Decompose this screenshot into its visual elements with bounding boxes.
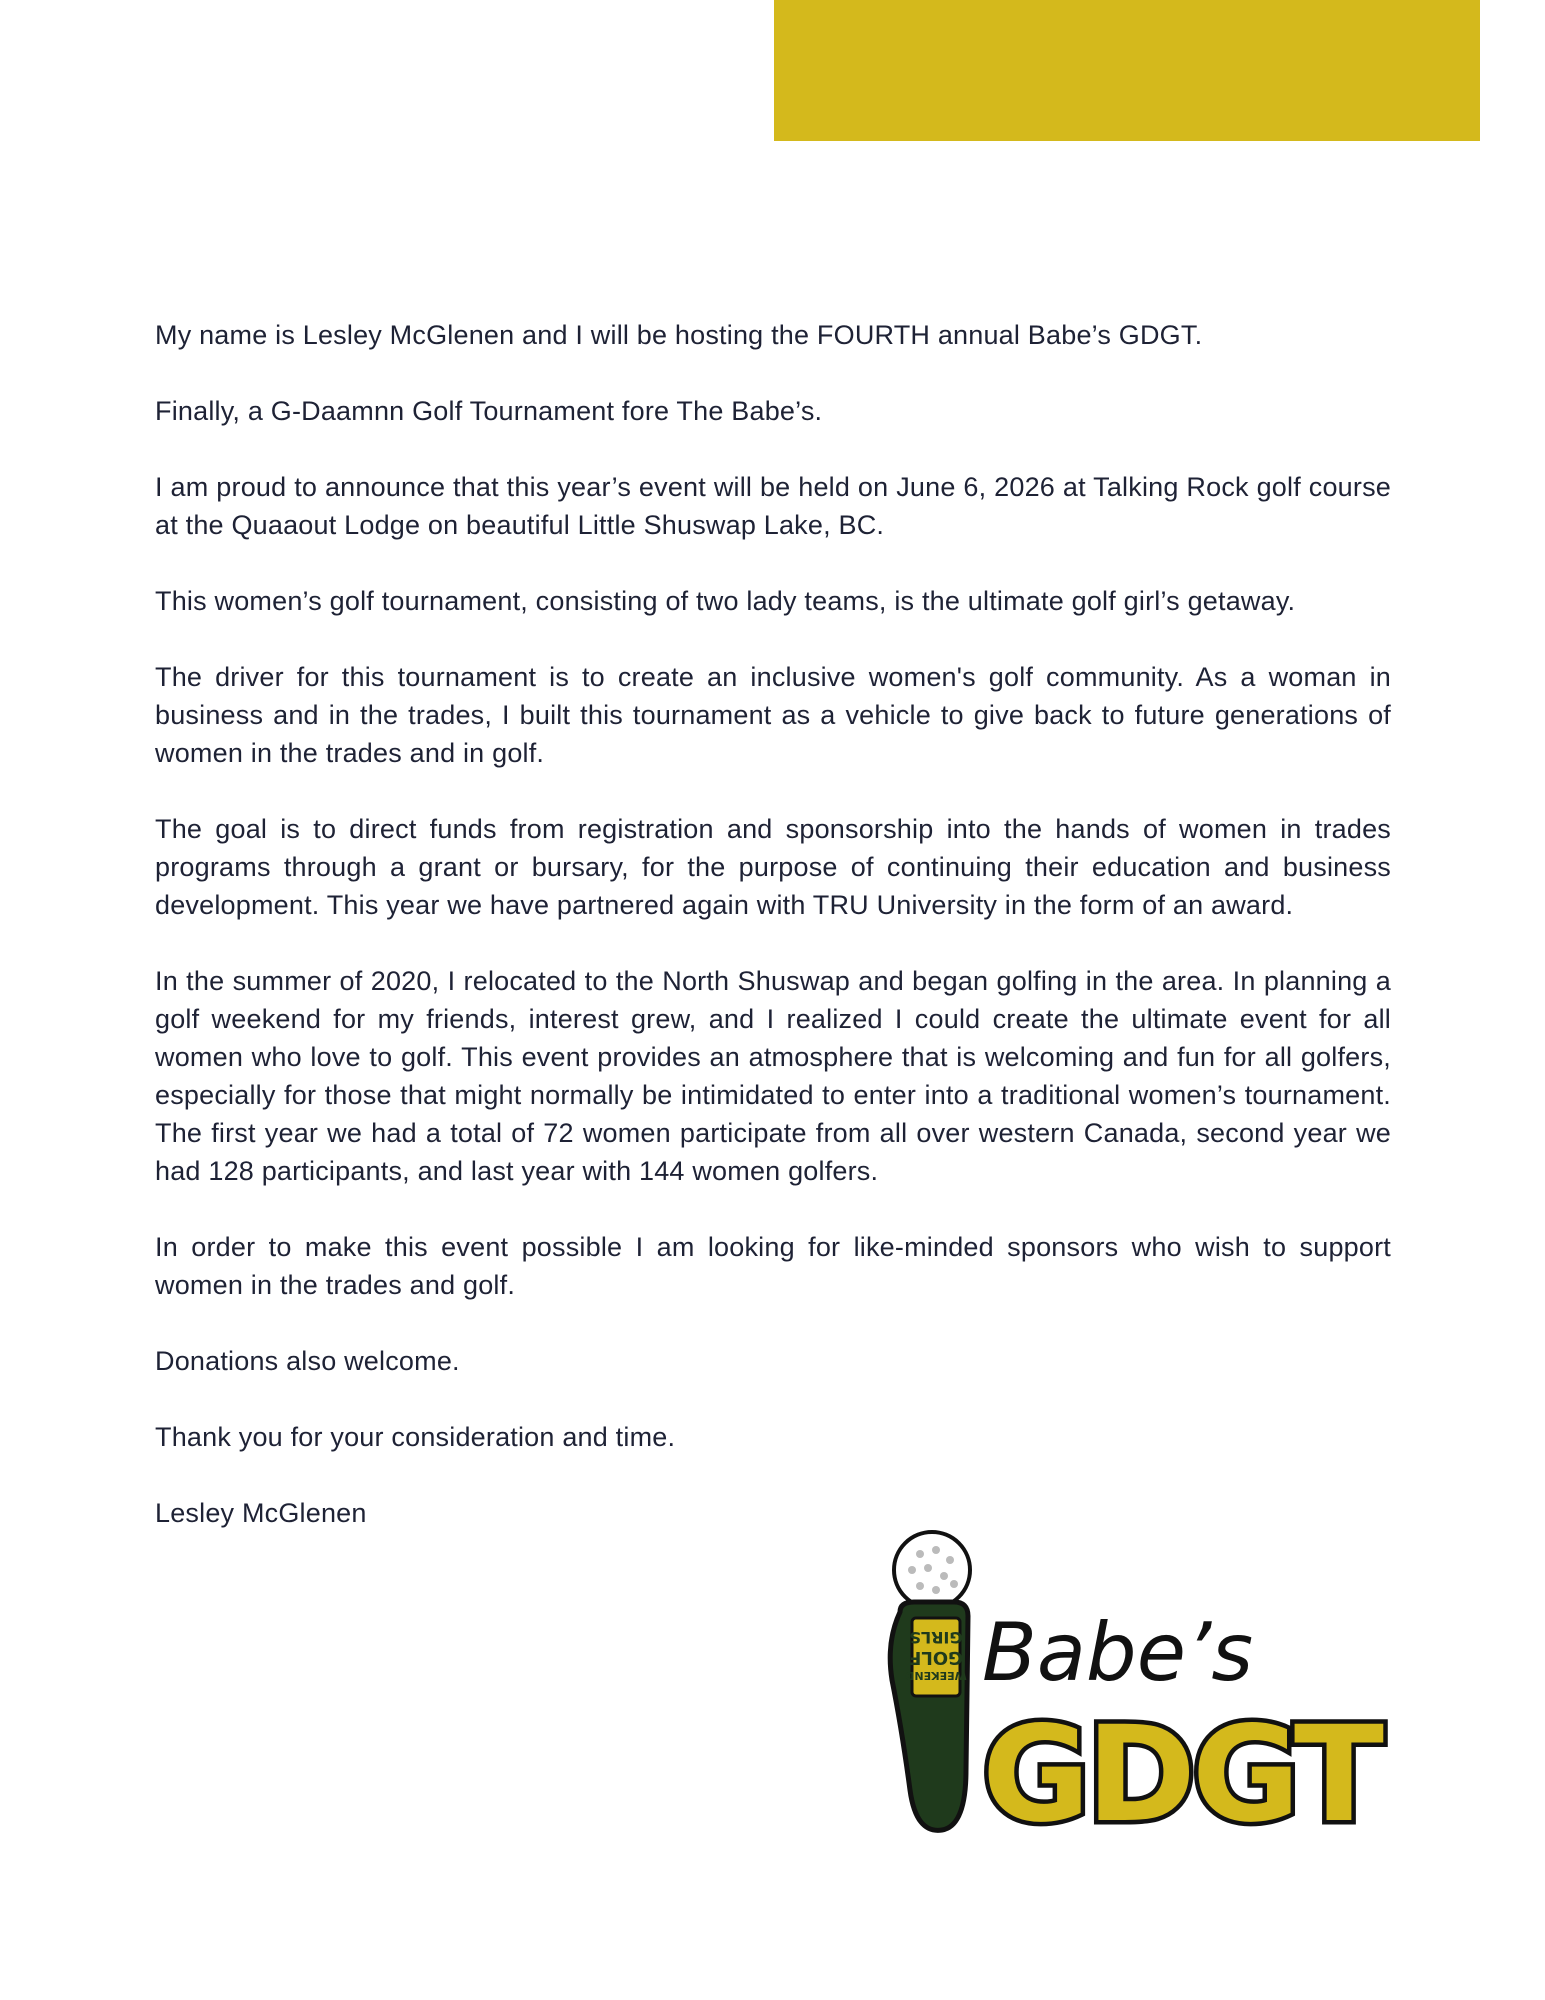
- babes-gdgt-logo: [870, 1530, 1390, 1850]
- paragraph-tagline: Finally, a G-Daamnn Golf Tournament fore The Babe’s.: [155, 396, 823, 426]
- paragraph-goal: The goal is to direct funds from registration and sponsorship into the hands of women in trades programs through a grant or bursary, for the purpose of continuing their education and business development. This year we have partnered again with TRU University in the form of an award.: [155, 814, 1391, 920]
- logo-brand-text: Babe’s: [982, 1606, 1254, 1699]
- paragraph-driver: The driver for this tournament is to create an inclusive women's golf community. As a woman in business and in the trades, I built this tournament as a vehicle to give back to future generations of women in the trades and in golf.: [155, 662, 1391, 768]
- paragraph-thanks: Thank you for your consideration and time.: [155, 1422, 676, 1452]
- letter-body: [155, 316, 1391, 1570]
- paragraph-history: In the summer of 2020, I relocated to the North Shuswap and began golfing in the area. In planning a golf weekend for my friends, interest grew, and I realized I could create the ultimate event for all women who love to golf. This event provides an atmosphere that is welcoming and fun for all golfers, especially for those that might normally be intimidated to enter into a traditional women’s tournament. The first year we had a total of 72 women participate from all over western Canada, second year we had 128 participants, and last year with 144 women golfers.: [155, 966, 1391, 1186]
- paragraph-sponsors: In order to make this event possible I am looking for like-minded sponsors who wish to support women in the trades and golf.: [155, 1232, 1391, 1300]
- svg-text:WEEKEND: WEEKEND: [905, 1669, 967, 1682]
- paragraph-description: This women’s golf tournament, consisting of two lady teams, is the ultimate golf girl’s getaway.: [155, 586, 1296, 616]
- svg-text:GIRLS: GIRLS: [909, 1628, 963, 1647]
- signature-name: Lesley McGlenen: [155, 1498, 367, 1528]
- paragraph-intro: My name is Lesley McGlenen and I will be hosting the FOURTH annual Babe’s GDGT.: [155, 320, 1203, 350]
- paragraph-event-date: I am proud to announce that this year’s event will be held on June 6, 2026 at Talking Rock golf course at the Quaaout Lodge on beautiful Little Shuswap Lake, BC.: [155, 472, 1391, 540]
- svg-text:GOLF: GOLF: [909, 1647, 963, 1668]
- accent-header-bar: [774, 0, 1480, 141]
- bottle-label: [905, 1628, 967, 1682]
- logo-acronym-text: GDGT: [982, 1698, 1380, 1850]
- paragraph-donations: Donations also welcome.: [155, 1346, 460, 1376]
- golf-ball-icon: [894, 1532, 970, 1608]
